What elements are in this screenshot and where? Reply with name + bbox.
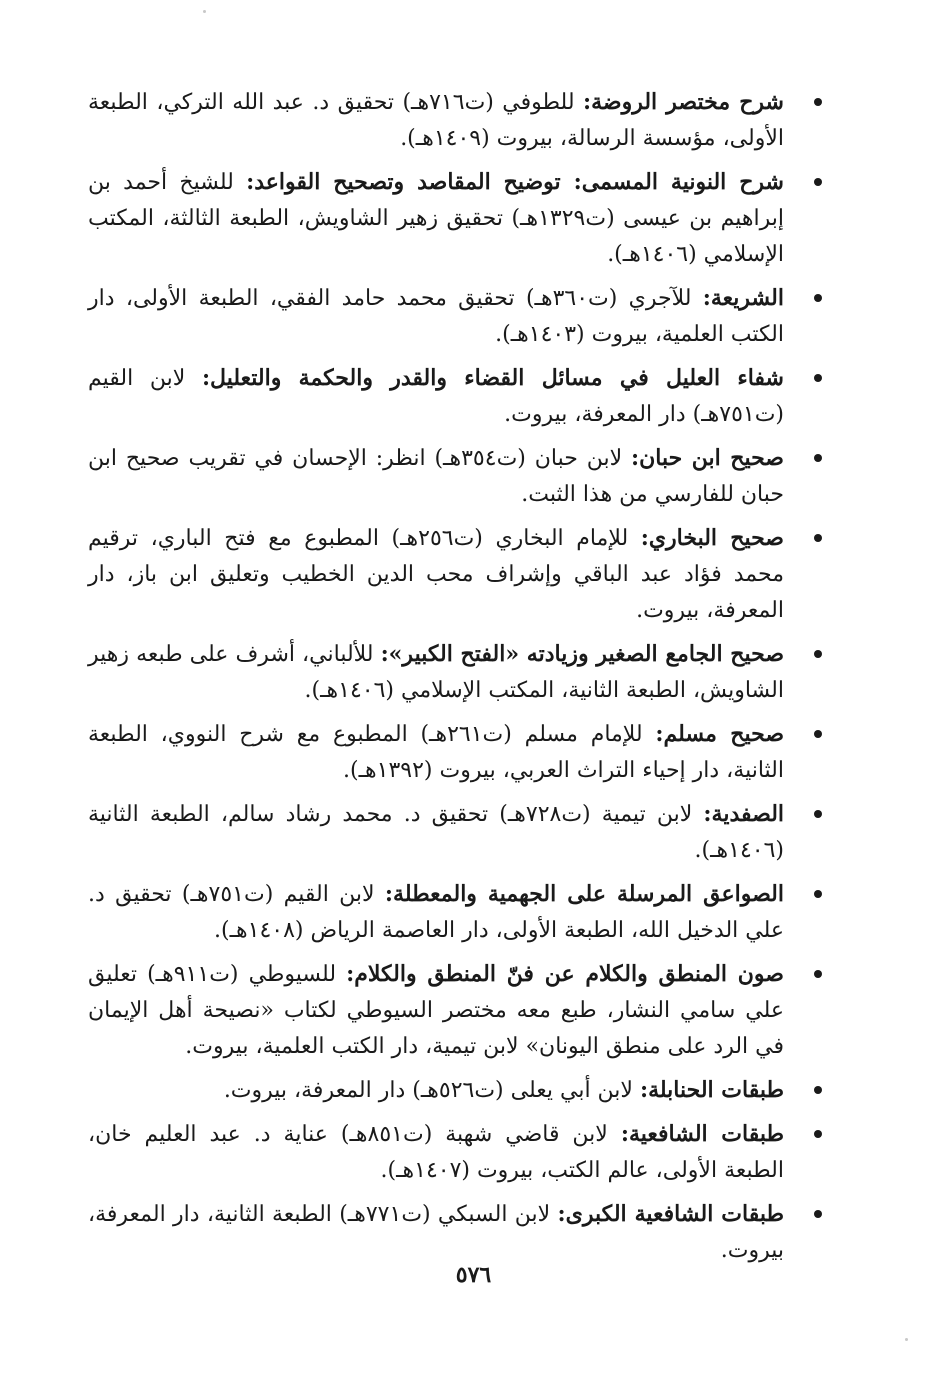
reference-title: طبقات الشافعية: [620,1121,784,1147]
reference-details: للإمام البخاري (ت٢٥٦هـ) المطبوع مع فتح الباري، ترقيم محمد فؤاد عبد الباقي وإشراف محب الدين الخطيب وتعليق ابن باز، دار المعرفة، بيروت. [88,526,784,623]
bullet-icon [814,890,822,898]
bullet-icon [814,1086,822,1094]
reference-item [88,520,828,629]
reference-title: صحيح البخاري: [640,525,784,551]
reference-details: لابن حبان (ت٣٥٤هـ) انظر: الإحسان في تقريب صحيح ابن حبان للفارسي من هذا الثبت. [88,446,784,507]
reference-item [88,876,828,949]
reference-details: للسيوطي (ت٩١١هـ) تعليق علي سامي النشار، طبع معه مختصر السيوطي لكتاب «نصيحة أهل الإيمان في الرد على منطق اليونان» لابن تيمية، دار الكتب العلمية، بيروت. [88,962,784,1059]
bullet-icon [814,1130,822,1138]
reference-title: صحيح مسلم: [655,721,785,747]
reference-title: شرح النونية المسمى: توضيح المقاصد وتصحيح القواعد: [246,169,784,195]
reference-item [88,716,828,789]
reference-item [88,440,828,513]
bullet-icon [814,1210,822,1218]
reference-title: الصفدية: [703,801,785,827]
reference-title: الشريعة: [702,285,784,311]
bullet-icon [814,730,822,738]
reference-details: للآجري (ت٣٦٠هـ) تحقيق محمد حامد الفقي، الطبعة الأولى، دار الكتب العلمية، بيروت (١٤٠٣هـ). [88,286,784,347]
reference-details: للألباني، أشرف على طبعه زهير الشاويش، الطبعة الثانية، المكتب الإسلامي (١٤٠٦هـ). [88,642,784,703]
reference-details: لابن السبكي (ت٧٧١هـ) الطبعة الثانية، دار المعرفة، بيروت. [88,1202,784,1263]
reference-item [88,1196,828,1269]
reference-details: للشيخ أحمد بن إبراهيم بن عيسى (ت١٣٢٩هـ) تحقيق زهير الشاويش، الطبعة الثالثة، المكتب الإسلامي (١٤٠٦هـ). [88,170,784,267]
reference-details: لابن قاضي شهبة (ت٨٥١هـ) عناية د. عبد العليم خان، الطبعة الأولى، عالم الكتب، بيروت (١٤٠٧هـ). [88,1122,784,1183]
reference-title: صحيح الجامع الصغير وزيادته «الفتح الكبير»: [380,641,785,667]
reference-title: طبقات الحنابلة: [639,1077,784,1103]
reference-item [88,1116,828,1189]
bullet-icon [814,98,822,106]
reference-item [88,1072,828,1109]
reference-details: لابن تيمية (ت٧٢٨هـ) تحقيق د. محمد رشاد سالم، الطبعة الثانية (١٤٠٦هـ). [88,802,784,863]
bullet-icon [814,374,822,382]
reference-title: صون المنطق والكلام عن فنّ المنطق والكلام: [346,961,784,987]
bullet-icon [814,178,822,186]
page-number: ٥٧٦ [455,1262,492,1288]
reference-list [88,84,828,1269]
reference-details: لابن القيم (ت٧٥١هـ) تحقيق د. علي الدخيل الله، الطبعة الأولى، دار العاصمة الرياض (١٤٠٨هـ). [88,882,784,943]
reference-title: الصواعق المرسلة على الجهمية والمعطلة: [384,881,784,907]
reference-title: شفاء العليل في مسائل القضاء والقدر والحكمة والتعليل: [201,365,784,391]
scan-dot [203,10,206,13]
reference-details: لابن أبي يعلى (ت٥٢٦هـ) دار المعرفة، بيروت. [223,1078,640,1103]
bullet-icon [814,970,822,978]
reference-item [88,280,828,353]
reference-item [88,956,828,1065]
bibliography-page [88,84,828,1276]
bullet-icon [814,810,822,818]
reference-title: طبقات الشافعية الكبرى: [557,1201,784,1227]
bullet-icon [814,454,822,462]
reference-title: صحيح ابن حبان: [630,445,784,471]
reference-details: للإمام مسلم (ت٢٦١هـ) المطبوع مع شرح النووي، الطبعة الثانية، دار إحياء التراث العربي، بيروت (١٣٩٢هـ). [88,722,784,783]
scan-dot [905,1338,908,1341]
bullet-icon [814,534,822,542]
reference-item [88,636,828,709]
bullet-icon [814,650,822,658]
reference-title: شرح مختصر الروضة: [582,89,784,115]
reference-details: لابن القيم (ت٧٥١هـ) دار المعرفة، بيروت. [88,366,784,427]
reference-item [88,360,828,433]
reference-item [88,796,828,869]
reference-item [88,84,828,157]
bullet-icon [814,294,822,302]
reference-item [88,164,828,273]
reference-details: للطوفي (ت٧١٦هـ) تحقيق د. عبد الله التركي، الطبعة الأولى، مؤسسة الرسالة، بيروت (١٤٠٩هـ). [88,90,784,151]
